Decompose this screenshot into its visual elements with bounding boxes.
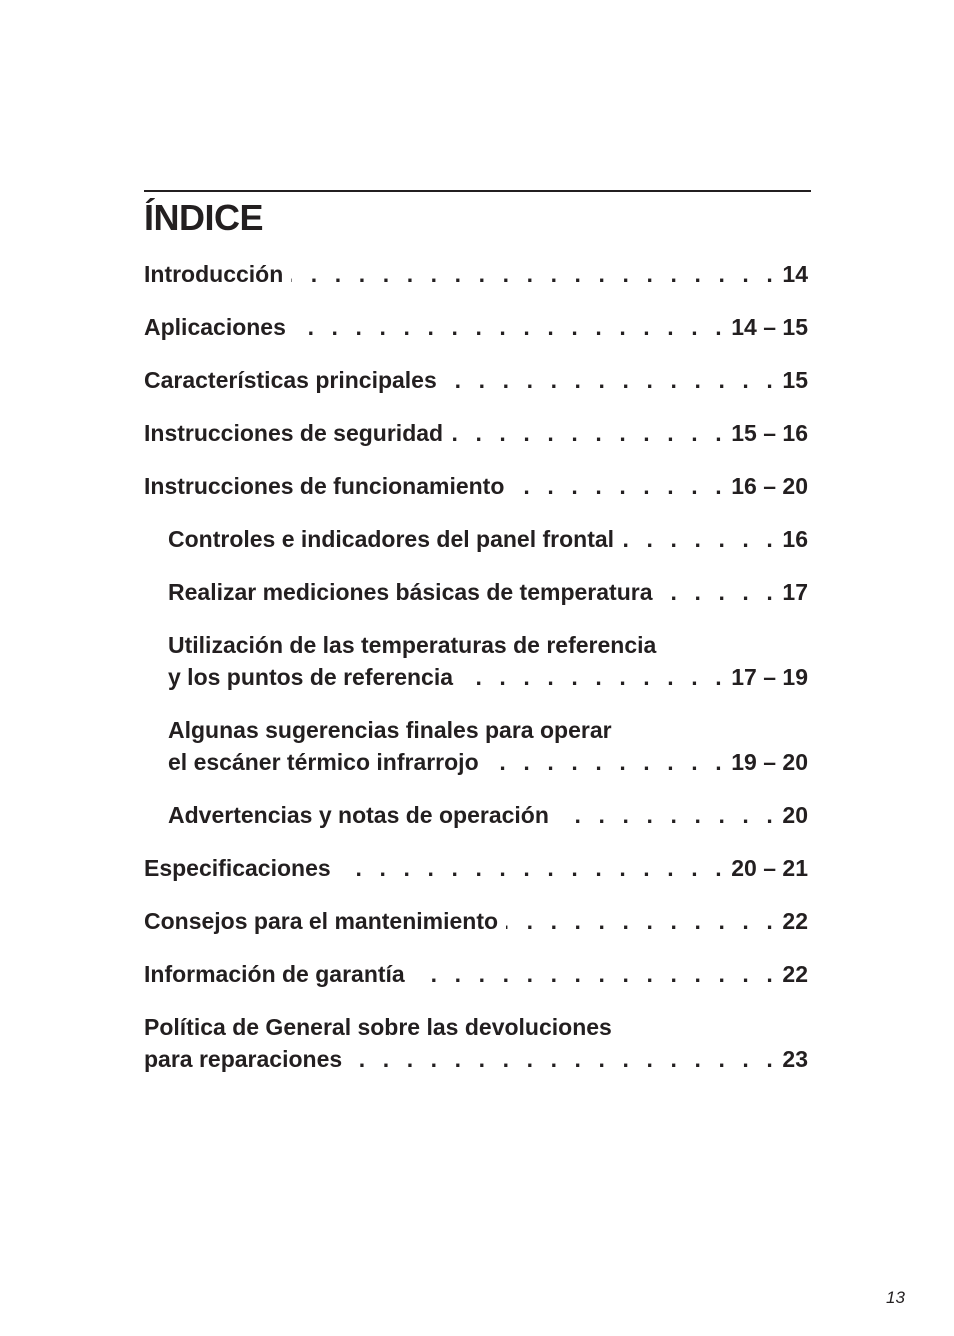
dot-leader [451, 417, 727, 449]
toc-entry-page: 17 – 19 [731, 664, 808, 690]
toc-entry[interactable] [168, 576, 808, 608]
toc-entry-label: Introducción [144, 261, 284, 287]
toc-entry-label: y los puntos de referencia [168, 664, 454, 690]
dot-leader [291, 258, 778, 290]
toc-entry[interactable] [144, 958, 808, 990]
toc-entry-line [144, 417, 808, 449]
toc-entry[interactable] [168, 799, 808, 831]
toc-entry-label: el escáner térmico infrarrojo [168, 749, 479, 775]
toc-entry-line [168, 746, 808, 778]
toc-entry-page: 20 [782, 802, 808, 828]
dot-leader [339, 852, 728, 884]
dot-leader [661, 576, 779, 608]
toc-entry-page: 19 – 20 [731, 749, 808, 775]
table-of-contents [144, 258, 808, 1096]
page-number: 13 [886, 1288, 905, 1307]
dot-leader [350, 1043, 778, 1075]
toc-entry-label: para reparaciones [144, 1046, 343, 1072]
page-title: ÍNDICE [144, 197, 264, 238]
toc-entry-line [144, 311, 808, 343]
toc-entry-page: 14 [782, 261, 808, 287]
toc-entry-line [168, 576, 808, 608]
toc-entry[interactable] [144, 417, 808, 449]
dot-leader [557, 799, 779, 831]
toc-entry-page: 15 [782, 367, 808, 393]
toc-entry-page: 16 [782, 526, 808, 552]
toc-entry-line [144, 258, 808, 290]
toc-entry[interactable] [144, 905, 808, 937]
dot-leader [622, 523, 778, 555]
toc-entry-page: 17 [782, 579, 808, 605]
toc-entry-page: 15 – 16 [731, 420, 808, 446]
toc-entry-line [144, 852, 808, 884]
dot-leader [487, 746, 728, 778]
dot-leader [506, 905, 778, 937]
toc-entry-line [168, 661, 808, 693]
dot-leader [512, 470, 727, 502]
dot-leader [461, 661, 727, 693]
toc-entry-page: 23 [782, 1046, 808, 1072]
toc-entry[interactable] [168, 629, 808, 693]
toc-entry-page: 14 – 15 [731, 314, 808, 340]
toc-entry-label: Aplicaciones [144, 314, 286, 340]
toc-entry-page: 22 [782, 908, 808, 934]
toc-entry-label: Información de garantía [144, 961, 405, 987]
toc-entry-label: Controles e indicadores del panel frontal [168, 526, 615, 552]
toc-entry[interactable] [168, 714, 808, 778]
toc-entry-line [144, 905, 808, 937]
toc-entry-label: Realizar mediciones básicas de temperatura [168, 579, 653, 605]
toc-entry-label: Consejos para el mantenimiento [144, 908, 499, 934]
toc-entry-label-line: Utilización de las temperaturas de referencia [168, 632, 657, 658]
toc-entry[interactable] [144, 470, 808, 502]
title-rule [144, 190, 811, 192]
toc-entry[interactable] [168, 523, 808, 555]
toc-entry-page: 22 [782, 961, 808, 987]
toc-entry-line [168, 799, 808, 831]
dot-leader [294, 311, 727, 343]
toc-entry-line [144, 364, 808, 396]
toc-entry[interactable] [144, 364, 808, 396]
toc-entry[interactable] [144, 1011, 808, 1075]
toc-entry-line [144, 958, 808, 990]
toc-entry-label-line: Política de General sobre las devoluciones [144, 1014, 612, 1040]
toc-entry-line [144, 1043, 808, 1075]
toc-entry-label-line: Algunas sugerencias finales para operar [168, 717, 612, 743]
toc-entry-page: 20 – 21 [731, 855, 808, 881]
toc-entry-page: 16 – 20 [731, 473, 808, 499]
toc-entry-line [168, 523, 808, 555]
toc-entry-label: Advertencias y notas de operación [168, 802, 549, 828]
toc-entry[interactable] [144, 311, 808, 343]
toc-entry[interactable] [144, 258, 808, 290]
toc-entry-label: Instrucciones de funcionamiento [144, 473, 505, 499]
toc-entry-label: Especificaciones [144, 855, 331, 881]
toc-entry-label: Características principales [144, 367, 437, 393]
toc-entry-label: Instrucciones de seguridad [144, 420, 444, 446]
dot-leader [445, 364, 779, 396]
dot-leader [413, 958, 779, 990]
toc-entry-line [144, 470, 808, 502]
toc-entry[interactable] [144, 852, 808, 884]
